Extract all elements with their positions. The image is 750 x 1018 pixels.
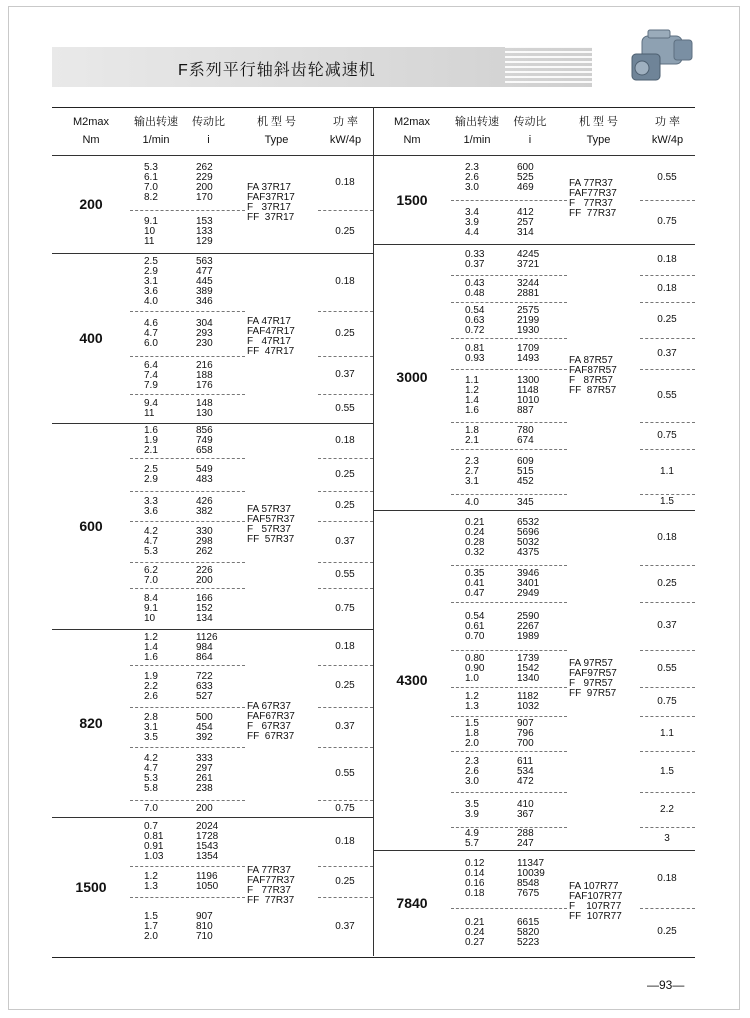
group-dash — [640, 565, 695, 566]
torque-value: 200 — [79, 196, 103, 212]
header-model-unit: Type — [586, 134, 611, 146]
group-dash — [640, 908, 695, 909]
power-value: 0.75 — [657, 429, 677, 441]
ratio-value: 609 515 452 — [517, 456, 534, 488]
output-speed: 0.43 0.48 — [465, 278, 485, 300]
group-dash — [451, 200, 567, 201]
group-dash — [318, 311, 373, 312]
group-dash — [318, 707, 373, 708]
ratio-value: 1126 984 864 — [196, 631, 218, 663]
group-dash — [130, 588, 245, 589]
output-speed: 4.0 — [465, 496, 479, 508]
group-dash — [451, 449, 567, 450]
output-speed: 1.1 1.2 1.4 1.6 — [465, 374, 479, 416]
output-speed: 0.12 0.14 0.16 0.18 — [465, 858, 485, 900]
header-torque-left — [52, 113, 130, 149]
torque-value: 4300 — [396, 672, 428, 688]
power-value: 0.25 — [335, 327, 355, 339]
group-dash — [640, 650, 695, 651]
power-value: 0.55 — [335, 569, 355, 580]
power-value: 2.2 — [660, 803, 674, 815]
header-ratio-right — [503, 113, 557, 149]
power-value: 0.25 — [657, 577, 677, 589]
power-value: 0.18 — [335, 176, 355, 188]
ratio-value: 1739 1542 1340 — [517, 653, 540, 685]
header-power-left — [318, 113, 373, 149]
header-ratio-left — [182, 113, 235, 149]
power-value: 0.37 — [657, 620, 677, 631]
output-speed: 2.8 3.1 3.5 — [144, 711, 158, 743]
torque-value: 3000 — [396, 369, 428, 385]
ratio-value: 262 229 200 170 — [196, 161, 213, 203]
output-speed: 2.5 2.9 3.1 3.6 4.0 — [144, 256, 158, 308]
output-speed: 0.54 0.63 0.72 — [465, 304, 485, 336]
group-dash — [130, 521, 245, 522]
power-value: 0.55 — [335, 402, 355, 414]
output-speed: 2.5 2.9 — [144, 464, 158, 486]
ratio-value: 11347 10039 8548 7675 — [517, 858, 545, 900]
output-speed: 0.81 0.93 — [465, 343, 485, 365]
output-speed: 9.4 11 — [144, 398, 158, 420]
output-speed: 1.5 1.8 2.0 — [465, 718, 479, 750]
output-speed: 0.21 0.24 0.28 0.32 — [465, 516, 485, 558]
ratio-value: 288 247 — [517, 828, 534, 850]
output-speed: 1.2 1.4 1.6 — [144, 631, 158, 663]
section-rule-left-3 — [52, 629, 373, 630]
torque-value: 400 — [79, 330, 103, 346]
power-value: 3 — [664, 832, 670, 844]
group-dash — [451, 751, 567, 752]
group-dash — [451, 908, 567, 909]
torque-value: 7840 — [396, 895, 428, 911]
output-speed: 6.4 7.4 7.9 — [144, 359, 158, 391]
header-torque-unit: Nm — [82, 134, 100, 146]
model-type: FA 97R57 FAF97R57 F 97R57 FF 97R57 — [569, 658, 617, 700]
power-value: 0.25 — [335, 680, 355, 691]
output-speed: 1.6 1.9 2.1 — [144, 425, 158, 457]
output-speed: 4.9 5.7 — [465, 828, 479, 850]
power-value: 0.55 — [657, 389, 677, 401]
output-speed: 2.3 2.6 3.0 — [465, 162, 479, 194]
group-dash — [451, 338, 567, 339]
power-value: 0.18 — [335, 835, 355, 847]
group-dash — [318, 458, 373, 459]
ratio-value: 2590 2267 1989 — [517, 610, 540, 642]
power-value: 0.18 — [657, 873, 677, 884]
group-dash — [130, 747, 245, 748]
group-dash — [130, 866, 245, 867]
output-speed: 2.3 2.6 3.0 — [465, 756, 479, 788]
group-dash — [318, 800, 373, 801]
group-dash — [640, 449, 695, 450]
group-dash — [451, 650, 567, 651]
group-dash — [640, 200, 695, 201]
output-speed: 0.7 0.81 0.91 1.03 — [144, 820, 164, 862]
group-dash — [130, 897, 245, 898]
group-dash — [451, 792, 567, 793]
ratio-value: 2575 2199 1930 — [517, 304, 540, 336]
power-value: 0.25 — [657, 314, 677, 325]
ratio-value: 856 749 658 — [196, 425, 213, 457]
power-value: 0.18 — [335, 641, 355, 652]
header-power-right — [640, 113, 695, 149]
group-dash — [451, 302, 567, 303]
power-value: 0.37 — [335, 369, 355, 380]
group-dash — [451, 369, 567, 370]
ratio-value: 780 674 — [517, 425, 534, 447]
group-dash — [318, 562, 373, 563]
group-dash — [318, 210, 373, 211]
group-dash — [640, 687, 695, 688]
header-ratio-unit: i — [207, 134, 210, 146]
power-value: 0.18 — [335, 276, 355, 287]
group-dash — [318, 866, 373, 867]
power-value: 1.1 — [660, 465, 674, 477]
gear-motor-icon — [612, 26, 702, 88]
ratio-value: 6615 5820 5223 — [517, 916, 540, 948]
ratio-value: 412 257 314 — [517, 206, 534, 238]
output-speed: 1.2 1.3 — [465, 691, 479, 713]
group-dash — [130, 458, 245, 459]
group-dash — [318, 521, 373, 522]
group-dash — [640, 602, 695, 603]
header-model-label: 机 型 号 — [256, 116, 297, 128]
power-value: 0.37 — [335, 721, 355, 732]
header-ratio-label: 传动比 — [192, 116, 225, 128]
group-dash — [130, 707, 245, 708]
output-speed: 4.2 4.7 5.3 5.8 — [144, 752, 158, 794]
ratio-value: 330 298 262 — [196, 526, 213, 558]
ratio-value: 426 382 — [196, 495, 213, 517]
header-speed-left — [130, 113, 182, 149]
header-speed-label: 输出转速 — [134, 116, 178, 128]
header-torque-label: M2max — [72, 116, 110, 128]
group-dash — [451, 565, 567, 566]
group-dash — [640, 422, 695, 423]
banner-stripes — [505, 46, 625, 84]
group-dash — [318, 394, 373, 395]
group-dash — [318, 588, 373, 589]
power-value: 0.25 — [335, 468, 355, 480]
model-type: FA 47R17 FAF47R17 F 47R17 FF 47R17 — [247, 316, 295, 358]
ratio-value: 410 367 — [517, 799, 534, 821]
power-value: 0.55 — [657, 662, 677, 674]
output-speed: 4.6 4.7 6.0 — [144, 318, 158, 350]
output-speed: 5.3 6.1 7.0 8.2 — [144, 161, 158, 203]
header-power-unit: kW/4p — [329, 134, 362, 146]
power-value: 0.75 — [657, 216, 677, 227]
power-value: 0.25 — [335, 500, 355, 511]
group-dash — [640, 494, 695, 495]
header-model-left — [235, 113, 318, 149]
group-dash — [318, 491, 373, 492]
ratio-value: 216 188 176 — [196, 359, 213, 391]
group-dash — [451, 422, 567, 423]
power-value: 0.18 — [657, 282, 677, 294]
output-speed: 3.3 3.6 — [144, 495, 158, 517]
ratio-value: 200 — [196, 803, 213, 815]
output-speed: 1.5 1.7 2.0 — [144, 911, 158, 943]
power-value: 1.1 — [660, 727, 674, 739]
header-torque-unit: Nm — [403, 134, 421, 146]
model-type: FA 77R37 FAF77R37 F 77R37 FF 77R37 — [569, 177, 617, 219]
power-value: 0.55 — [335, 767, 355, 779]
group-dash — [451, 275, 567, 276]
ratio-value: 333 297 261 238 — [196, 752, 213, 794]
ratio-value: 226 200 — [196, 564, 213, 586]
power-value: 0.18 — [657, 253, 677, 265]
header-power-label: 功 率 — [332, 116, 359, 128]
output-speed: 4.2 4.7 5.3 — [144, 526, 158, 558]
power-value: 1.5 — [660, 496, 674, 507]
ratio-value: 1709 1493 — [517, 343, 540, 365]
ratio-value: 907 810 710 — [196, 911, 213, 943]
group-dash — [130, 800, 245, 801]
section-rule-left-4 — [52, 817, 373, 818]
output-speed: 0.21 0.24 0.27 — [465, 916, 485, 948]
torque-value: 820 — [79, 715, 103, 731]
model-type: FA 37R17 FAF37R17 F 37R17 FF 37R17 — [247, 182, 295, 224]
group-dash — [451, 494, 567, 495]
power-value: 0.18 — [657, 531, 677, 543]
power-value: 0.55 — [657, 171, 677, 183]
header-ratio-unit: i — [528, 134, 532, 146]
ratio-value: 1196 1050 — [196, 871, 219, 893]
power-value: 0.25 — [335, 225, 355, 237]
output-speed: 1.9 2.2 2.6 — [144, 670, 158, 702]
section-rule-right-1 — [373, 244, 695, 245]
power-value: 0.75 — [657, 695, 677, 707]
group-dash — [451, 602, 567, 603]
ratio-value: 148 130 — [196, 398, 213, 420]
torque-value: 1500 — [75, 878, 107, 895]
power-value: 0.75 — [335, 602, 355, 614]
section-rule-left-1 — [52, 253, 373, 254]
header-ratio-label: 传动比 — [513, 116, 547, 128]
header-speed-label: 输出转速 — [455, 116, 499, 128]
group-dash — [451, 687, 567, 688]
ratio-value: 1182 1032 — [517, 691, 540, 713]
output-speed: 8.4 9.1 10 — [144, 593, 158, 625]
group-dash — [130, 210, 245, 211]
output-speed: 7.0 — [144, 803, 158, 815]
group-dash — [640, 338, 695, 339]
page-number: —93— — [647, 978, 685, 992]
section-rule-right-3 — [373, 850, 695, 851]
group-dash — [130, 665, 245, 666]
header-speed-right — [451, 113, 503, 149]
ratio-value: 6532 5696 5032 4375 — [517, 516, 540, 558]
group-dash — [640, 369, 695, 370]
power-value: 0.37 — [335, 535, 355, 547]
ratio-value: 153 133 129 — [196, 216, 213, 248]
ratio-value: 722 633 527 — [196, 670, 213, 702]
output-speed: 0.54 0.61 0.70 — [465, 610, 485, 642]
group-dash — [640, 716, 695, 717]
group-dash — [640, 792, 695, 793]
ratio-value: 563 477 445 389 346 — [196, 256, 213, 308]
power-value: 0.25 — [335, 875, 355, 887]
group-dash — [640, 275, 695, 276]
header-torque-right — [373, 113, 451, 149]
group-dash — [640, 751, 695, 752]
power-value: 0.37 — [335, 920, 355, 932]
group-dash — [318, 747, 373, 748]
ratio-value: 907 796 700 — [517, 718, 534, 750]
header-model-unit: Type — [264, 134, 289, 146]
header-power-unit: kW/4p — [651, 134, 684, 146]
model-type: FA 77R37 FAF77R37 F 77R37 FF 77R37 — [247, 864, 295, 906]
torque-value: 600 — [79, 518, 103, 534]
header-torque-label: M2max — [393, 116, 431, 128]
group-dash — [318, 356, 373, 357]
group-dash — [130, 562, 245, 563]
ratio-value: 166 152 134 — [196, 593, 213, 625]
power-value: 1.5 — [660, 765, 674, 777]
torque-value: 1500 — [396, 191, 428, 208]
header-rule-right — [373, 155, 695, 156]
output-speed: 2.3 2.7 3.1 — [465, 456, 479, 488]
group-dash — [318, 665, 373, 666]
ratio-value: 345 — [517, 496, 534, 508]
output-speed: 0.80 0.90 1.0 — [465, 653, 485, 685]
ratio-value: 4245 3721 — [517, 249, 540, 271]
output-speed: 9.1 10 11 — [144, 216, 158, 248]
output-speed: 6.2 7.0 — [144, 564, 158, 586]
group-dash — [130, 311, 245, 312]
group-dash — [640, 827, 695, 828]
section-rule-left-2 — [52, 423, 373, 424]
output-speed: 1.8 2.1 — [465, 425, 479, 447]
group-dash — [640, 302, 695, 303]
ratio-value: 3244 2881 — [517, 278, 540, 300]
model-type: FA 57R37 FAF57R37 F 57R37 FF 57R37 — [247, 504, 295, 546]
group-dash — [451, 716, 567, 717]
ratio-value: 304 293 230 — [196, 318, 213, 350]
output-speed: 0.33 0.37 — [465, 249, 485, 271]
ratio-value: 611 534 472 — [517, 756, 534, 788]
header-rule-left — [52, 155, 373, 156]
power-value: 0.75 — [335, 802, 355, 814]
model-type: FA 67R37 FAF67R37 F 67R37 FF 67R37 — [247, 701, 295, 743]
ratio-value: 500 454 392 — [196, 711, 213, 743]
group-dash — [130, 491, 245, 492]
ratio-value: 3946 3401 2949 — [517, 568, 540, 600]
ratio-value: 2024 1728 1543 1354 — [196, 820, 219, 862]
group-dash — [130, 394, 245, 395]
model-type: FA 107R77 FAF107R77 F 107R77 FF 107R77 — [569, 881, 623, 923]
header-model-label: 机 型 号 — [578, 116, 619, 128]
output-speed: 3.5 3.9 — [465, 799, 479, 821]
ratio-value: 600 525 469 — [517, 162, 534, 194]
section-rule-right-2 — [373, 510, 695, 511]
header-model-right — [557, 113, 640, 149]
power-value: 0.25 — [657, 926, 677, 937]
model-type: FA 87R57 FAF87R57 F 87R57 FF 87R57 — [569, 355, 617, 397]
header-power-label: 功 率 — [654, 116, 681, 128]
ratio-value: 1300 1148 1010 887 — [517, 374, 540, 416]
group-dash — [130, 356, 245, 357]
page-title: F系列平行轴斜齿轮减速机 — [178, 62, 376, 79]
ratio-value: 549 483 — [196, 464, 213, 486]
group-dash — [318, 897, 373, 898]
output-speed: 0.35 0.41 0.47 — [465, 568, 485, 600]
header-speed-unit: 1/min — [463, 134, 491, 146]
center-divider — [373, 107, 374, 956]
power-value: 0.37 — [657, 347, 677, 359]
output-speed: 1.2 1.3 — [144, 871, 158, 893]
power-value: 0.18 — [335, 434, 355, 446]
header-speed-unit: 1/min — [142, 134, 170, 146]
output-speed: 3.4 3.9 4.4 — [465, 206, 479, 238]
